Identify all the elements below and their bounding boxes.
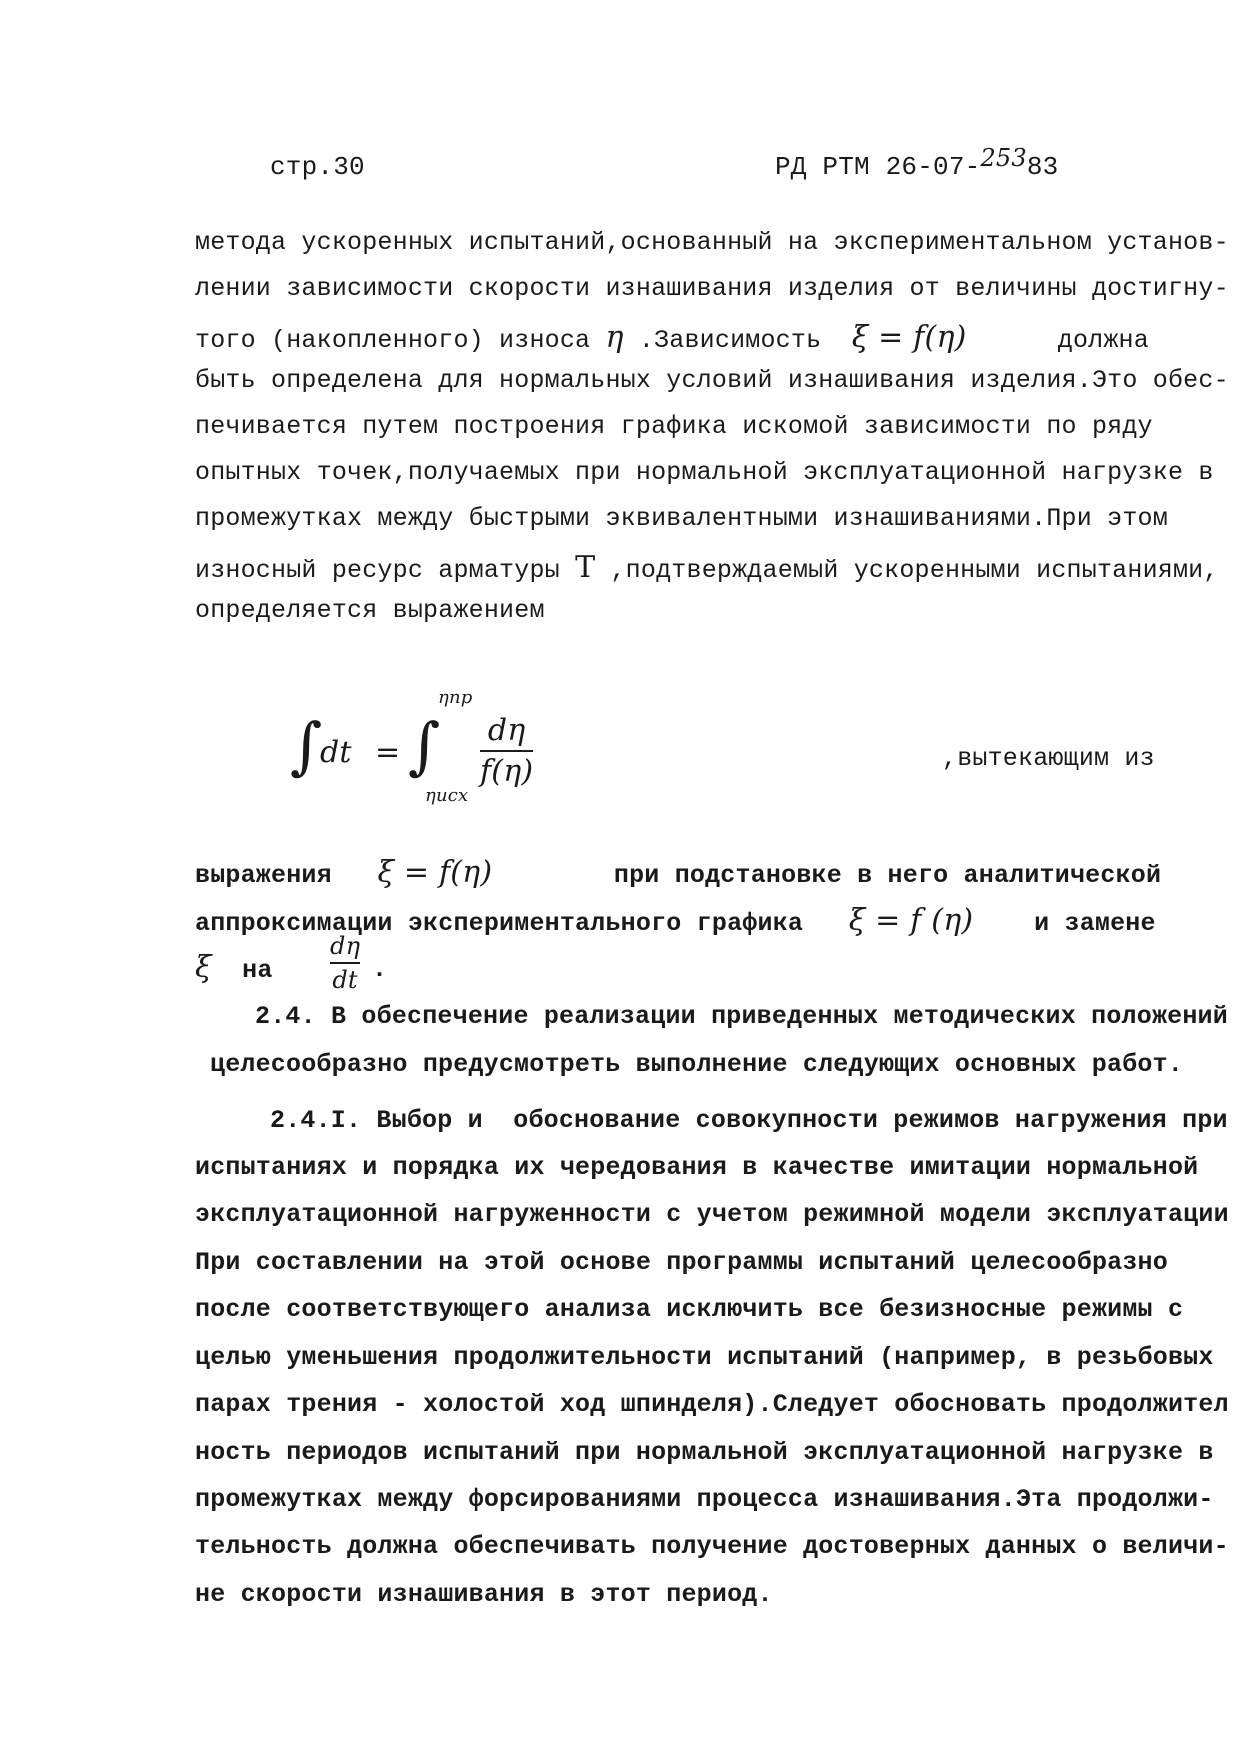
section-2-4-1-line1: 2.4.I. Выбор и обоснование совокупности режимов нагружения при [270, 1106, 1228, 1135]
fraction2-denominator: dt [332, 966, 358, 994]
para1-line3-b: .Зависимость [638, 326, 822, 355]
fraction-deta-feta [480, 713, 533, 789]
page-number: стр.30 [270, 152, 365, 182]
para1-line3-a: того (накопленного) износа [195, 326, 591, 355]
para2-line1-b: при подстановке в него аналитической [613, 861, 1162, 890]
para1-line3 [195, 320, 1149, 355]
para1-line7: промежутках между быстрыми эквивалентными изнашиваниями.При этом [195, 504, 1168, 533]
integral-trailing-text: ,вытекающим из [942, 744, 1155, 773]
para1-line1: метода ускоренных испытаний,основанный на экспериментальном установ- [195, 228, 1229, 257]
section-2-4-line1: 2.4. В обеспечение реализации приведенных методических положений [255, 1002, 1228, 1031]
page-header [270, 144, 1070, 192]
formula-xi-f-eta-2: ξ = f(η) [377, 855, 493, 890]
para2-line2-b: и замене [1034, 909, 1156, 938]
para1-line8 [195, 550, 1219, 585]
fraction-numerator: dη [487, 713, 526, 748]
integral-formula [290, 687, 710, 825]
doc-code-handwritten: 253 [980, 144, 1027, 172]
para1-line4: быть определена для нормальных условий изнашивания изделия.Это обес- [195, 366, 1229, 395]
xi-symbol: ξ [195, 950, 212, 985]
fraction-deta-dt [330, 932, 360, 994]
fraction-denominator: f(η) [480, 754, 534, 789]
para2-line3 [195, 950, 273, 985]
para1-line8-b: ,подтверждаемый ускоренными испытаниями, [610, 556, 1219, 585]
formula-xi-f-eta-3: ξ = f (η) [848, 903, 974, 938]
lower-limit: ηисх [425, 785, 469, 806]
para1-line5: печивается путем построения графика искомой зависимости по ряду [195, 412, 1153, 441]
section-2-4-1-line3: эксплуатационной нагруженности с учетом режимной модели эксплуатации [195, 1200, 1229, 1229]
doc-code-prefix: РД РТМ 26-07- [775, 152, 981, 182]
section-2-4-1-line2: испытаниях и порядка их чередования в качестве имитации нормальной [195, 1153, 1199, 1182]
fraction-period: . [372, 955, 388, 984]
doc-code-suffix: 83 [1026, 152, 1059, 182]
eta-symbol: η [605, 320, 624, 355]
integral-sign-right: ∫ [408, 709, 441, 782]
section-2-4-1-line8: ность периодов испытаний при нормальной эксплуатационной нагрузке в [195, 1438, 1214, 1467]
para2-line3-na: на [242, 956, 273, 985]
fraction2-bar [330, 962, 360, 964]
section-2-4-1-line9: промежутках между форсированиями процесса изнашивания.Эта продолжи- [195, 1485, 1214, 1514]
fraction2-numerator: dη [330, 932, 361, 960]
integral-sign-left: ∫ [290, 709, 323, 782]
para2-line1 [195, 855, 1161, 890]
section-2-4-line2: целесообразно предусмотреть выполнение следующих основных работ. [210, 1050, 1183, 1079]
fraction-bar [480, 750, 533, 752]
T-symbol: T [575, 550, 596, 585]
para1-line6: опытных точек,получаемых при нормальной эксплуатационной нагрузке в [195, 458, 1214, 487]
para2-line1-a: выражения [195, 861, 332, 890]
upper-limit: ηпр [438, 687, 473, 708]
para1-line3-c: должна [1057, 326, 1149, 355]
integrand-dt: dt [320, 735, 352, 770]
section-2-4-1-line6: целью уменьшения продолжительности испытаний (например, в резьбовых [195, 1343, 1214, 1372]
section-2-4-1-line10: тельность должна обеспечивать получение достоверных данных о величи- [195, 1532, 1229, 1561]
equals-sign: = [375, 735, 401, 770]
section-2-4-1-line5: после соответствующего анализа исключить все безизносные режимы с [195, 1295, 1184, 1324]
section-2-4-1-line4: При составлении на этой основе программы испытаний целесообразно [195, 1248, 1168, 1277]
section-2-4-1-line11: не скорости изнашивания в этот период. [195, 1580, 773, 1609]
section-2-4-1-line7: парах трения - холостой ход шпинделя).Следует обосновать продолжител [195, 1390, 1229, 1419]
document-code [775, 144, 1059, 182]
formula-xi-f-eta: ξ = f(η) [851, 320, 967, 355]
para1-line8-a: износный ресурс арматуры [195, 556, 560, 585]
para2-line2-a: аппроксимации экспериментального графика [195, 909, 804, 938]
para1-line9: определяется выражением [195, 596, 545, 625]
para1-line2: лении зависимости скорости изнашивания изделия от величины достигну- [195, 274, 1229, 303]
